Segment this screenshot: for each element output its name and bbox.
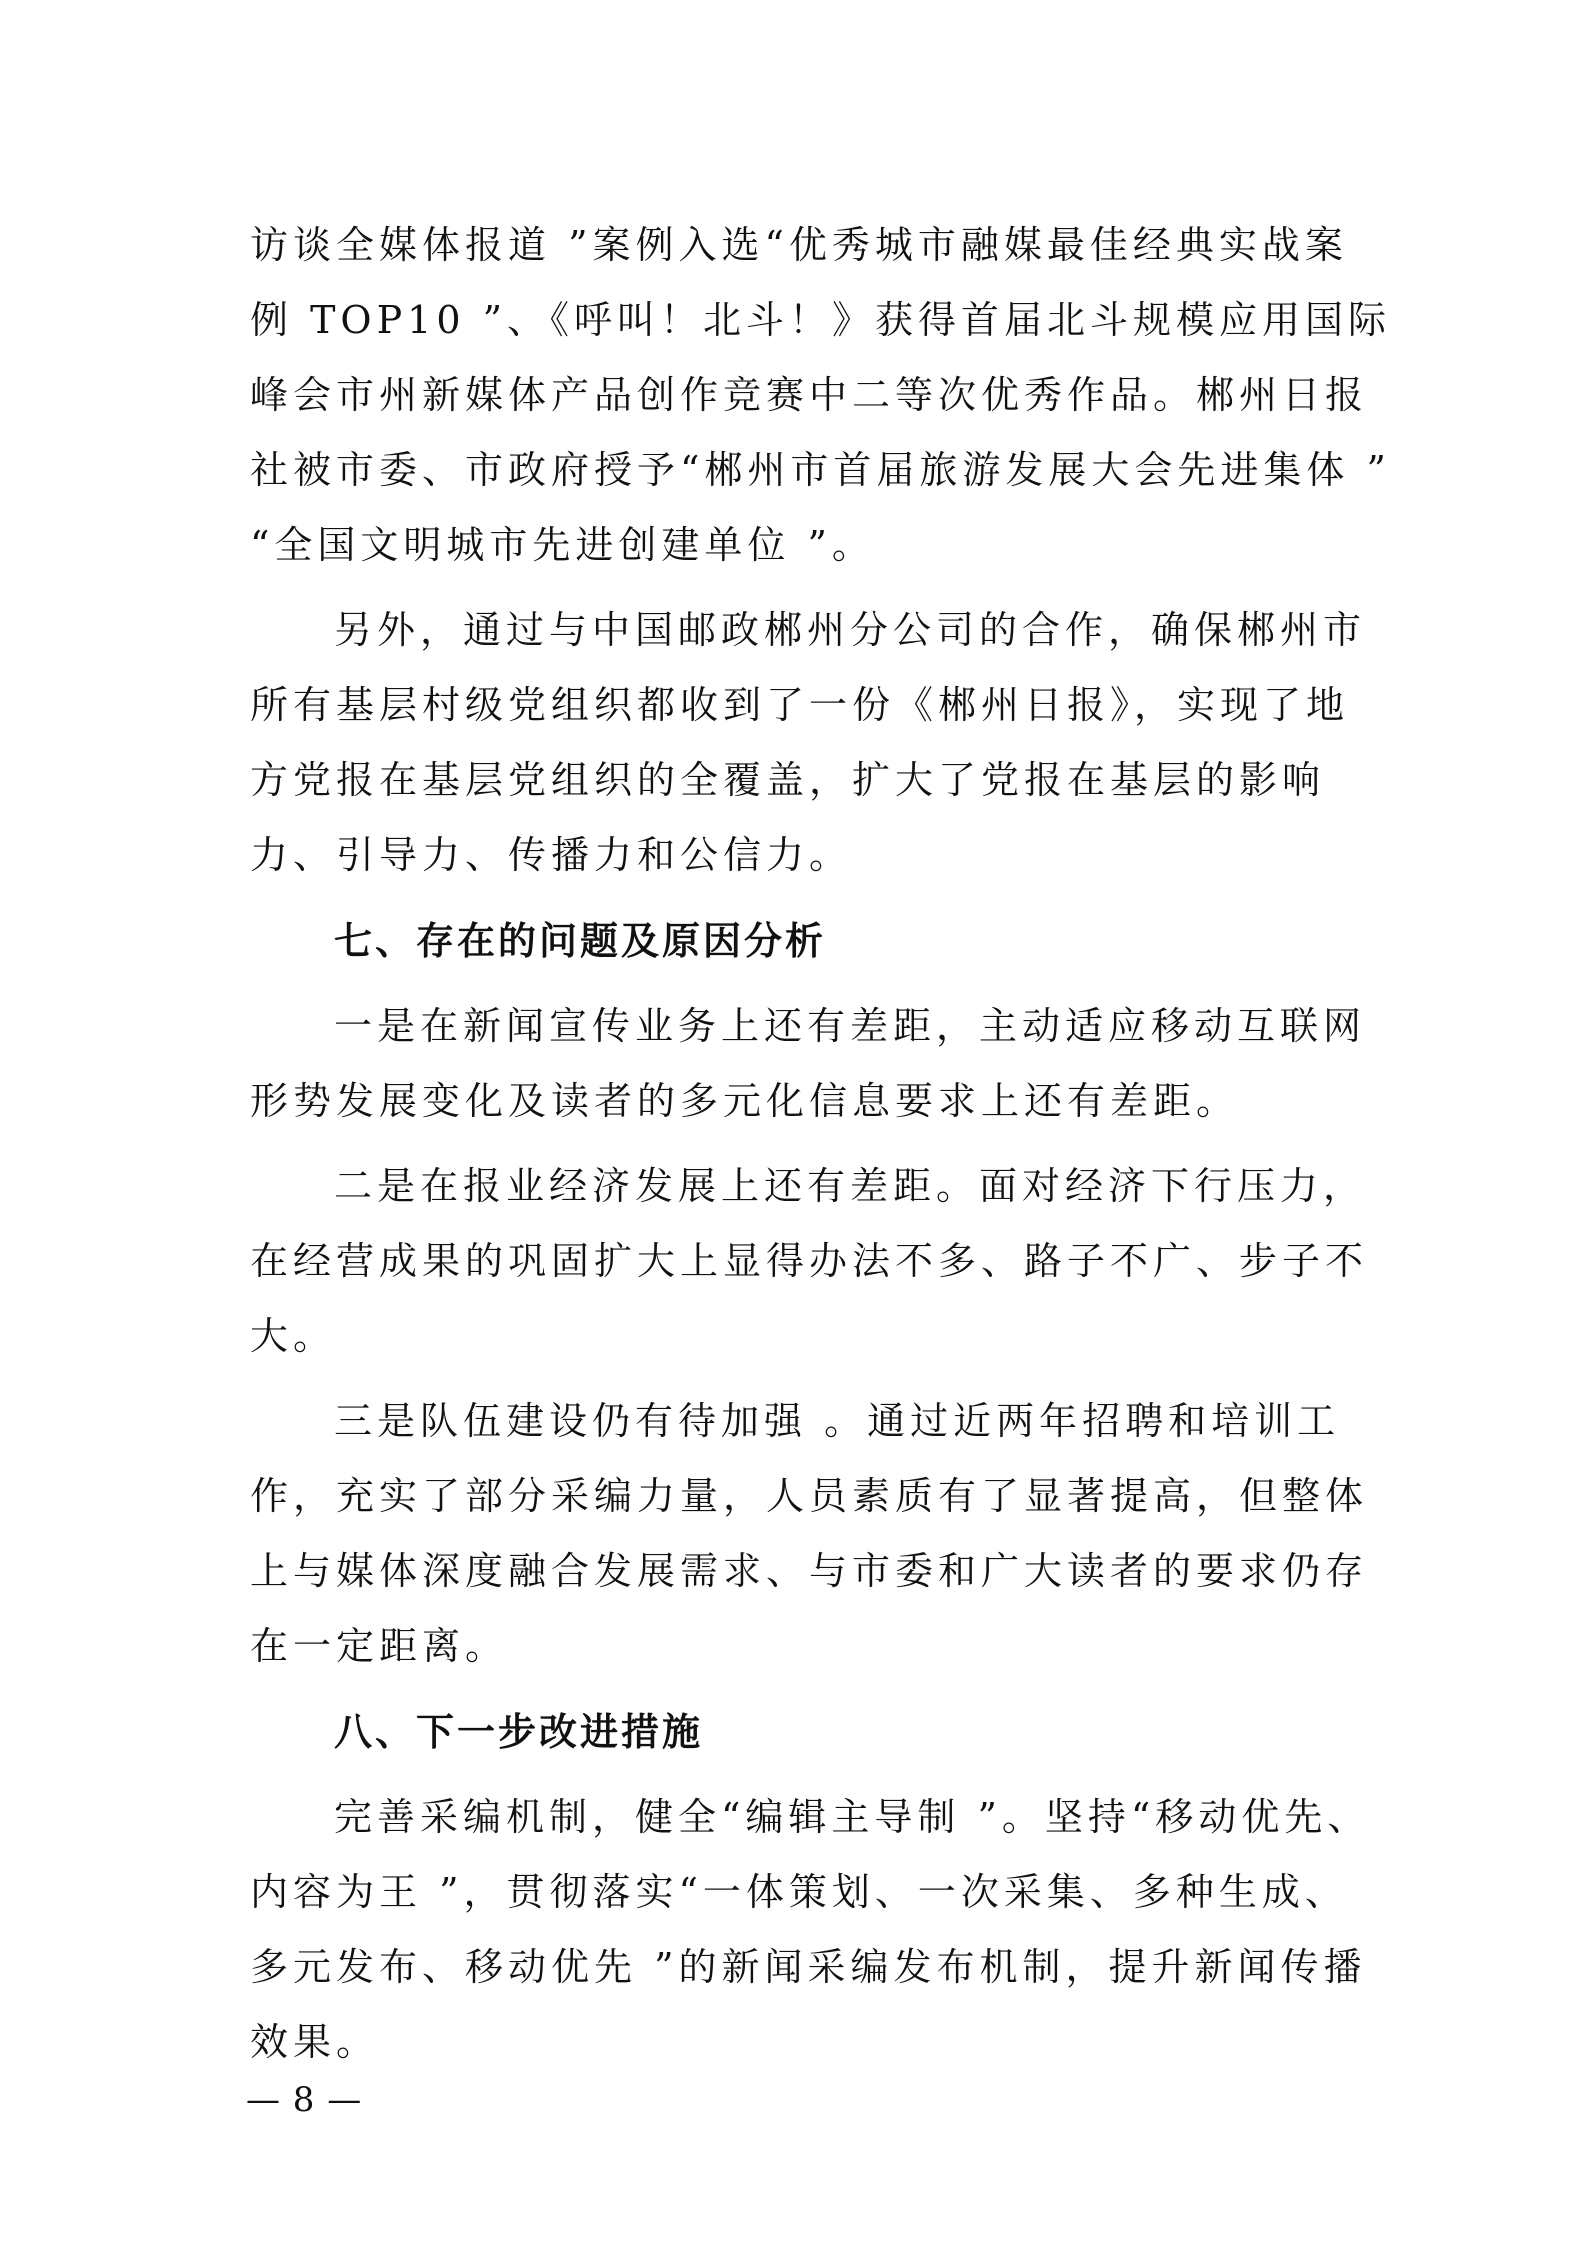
- paragraph-gap: [250, 1684, 1350, 1694]
- body-paragraph: [250, 208, 1392, 583]
- paragraph-line: 内容为王 ”，贯彻落实“一体策划、一次采集、多种生成、: [250, 1870, 1348, 1914]
- paragraph-gap: [250, 1770, 1350, 1780]
- body-paragraph: [250, 593, 1367, 893]
- body-paragraph: [250, 1384, 1369, 1684]
- paragraph-line: 力、引导力、传播力和公信力。: [250, 833, 853, 877]
- paragraph-line: 上与媒体深度融合发展需求、与市委和广大读者的要求仍存: [250, 1549, 1369, 1593]
- paragraph-line: 峰会市州新媒体产品创作竞赛中二等次优秀作品。郴州日报: [250, 373, 1369, 417]
- document-body: [250, 208, 1392, 2080]
- body-paragraph: [250, 1780, 1371, 2080]
- paragraph-line: 多元发布、移动优先 ”的新闻采编发布机制，提升新闻传播: [250, 1945, 1367, 1989]
- paragraph-line: 大。: [250, 1314, 337, 1358]
- paragraph-line: 一是在新闻宣传业务上还有差距，主动适应移动互联网: [334, 1004, 1367, 1048]
- paragraph-line: 例 TOP10 ”、《呼叫！北斗！》获得首届北斗规模应用国际: [250, 298, 1392, 342]
- heading-text: 八、下一步改进措施: [334, 1710, 704, 1754]
- paragraph-gap: [250, 583, 1350, 593]
- paragraph-line: 另外，通过与中国邮政郴州分公司的合作，确保郴州市: [334, 608, 1367, 652]
- paragraph-line: 所有基层村级党组织都收到了一份《郴州日报》，实现了地: [250, 683, 1350, 727]
- paragraph-line: 完善采编机制，健全“编辑主导制 ”。坚持“移动优先、: [334, 1795, 1371, 1839]
- paragraph-line: 效果。: [250, 2020, 380, 2064]
- paragraph-gap: [250, 893, 1350, 903]
- paragraph-line: 在经营成果的巩固扩大上显得办法不多、路子不广、步子不: [250, 1239, 1369, 1283]
- paragraph-line: “全国文明城市先进创建单位 ”。: [250, 523, 875, 567]
- body-paragraph: [250, 1149, 1369, 1374]
- section-heading: [250, 1694, 1350, 1770]
- paragraph-line: 在一定距离。: [250, 1624, 509, 1668]
- paragraph-gap: [250, 1374, 1350, 1384]
- paragraph-gap: [250, 979, 1350, 989]
- paragraph-line: 三是队伍建设仍有待加强 。通过近两年招聘和培训工: [334, 1399, 1341, 1443]
- section-heading: [250, 903, 1350, 979]
- paragraph-line: 二是在报业经济发展上还有差距。面对经济下行压力，: [334, 1164, 1367, 1208]
- body-paragraph: [250, 989, 1367, 1139]
- paragraph-line: 访谈全媒体报道 ”案例入选“优秀城市融媒最佳经典实战案: [250, 223, 1348, 267]
- heading-text: 七、存在的问题及原因分析: [334, 919, 827, 963]
- paragraph-line: 社被市委、市政府授予“郴州市首届旅游发展大会先进集体 ”: [250, 448, 1391, 492]
- paragraph-line: 作，充实了部分采编力量，人员素质有了显著提高，但整体: [250, 1474, 1369, 1518]
- page-number: — 8 —: [246, 2080, 363, 2120]
- paragraph-line: 形势发展变化及读者的多元化信息要求上还有差距。: [250, 1079, 1240, 1123]
- paragraph-gap: [250, 1139, 1350, 1149]
- paragraph-line: 方党报在基层党组织的全覆盖，扩大了党报在基层的影响: [250, 758, 1326, 802]
